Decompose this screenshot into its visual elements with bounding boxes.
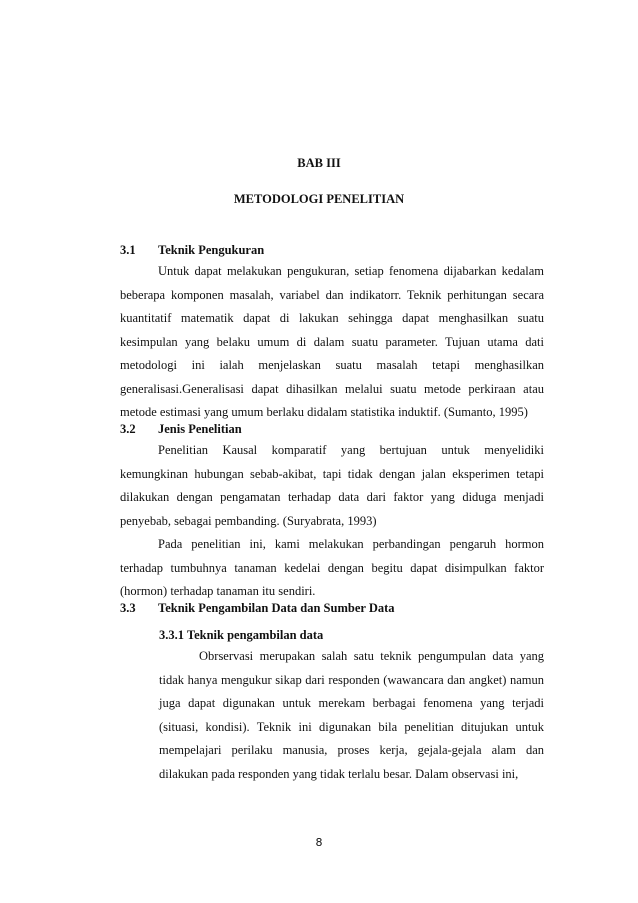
section-heading-3-1	[120, 243, 264, 258]
paragraph: Pada penelitian ini, kami melakukan perbandingan pengaruh hormon terhadap tumbuhnya tanaman kedelai dengan begitu dapat disimpulkan faktor (hormon) terhadap tanaman itu sendiri.	[120, 537, 544, 598]
section-number: 3.3	[120, 601, 136, 615]
section-heading-3-2	[120, 422, 242, 437]
section-number: 3.2	[120, 422, 136, 436]
section-heading-3-3	[120, 601, 395, 616]
chapter-title: METODOLOGI PENELITIAN	[233, 192, 405, 206]
section-title: Teknik Pengukuran	[158, 243, 265, 257]
subsection-heading-3-3-1: 3.3.1 Teknik pengambilan data	[159, 628, 324, 642]
page-number: 8	[315, 836, 323, 849]
section-title: Jenis Penelitian	[158, 422, 242, 436]
paragraph: Penelitian Kausal komparatif yang bertujuan untuk menyelidiki kemungkinan hubungan sebab-akibat, tapi tidak dengan jalan eksperimen tetapi dilakukan dengan pengamatan terhadap data dari faktor yang diduga menjadi penyebab, sebagai pembanding. (Suryabrata, 1993)	[120, 443, 544, 528]
paragraph: Untuk dapat melakukan pengukuran, setiap fenomena dijabarkan kedalam beberapa komponen masalah, variabel dan indikatorr. Teknik perhitungan secara kuantitatif matematik dapat di lakukan sehingga dapat menghasilkan suatu kesimpulan yang belaku umum di dalam suatu parameter. Tujuan utama dati metodologi ini ialah menjelaskan suatu masalah tetapi menghasilkan generalisasi.Generalisasi dapat dihasilkan melalui suatu metode perkiraan atau metode estimasi yang umum berlaku didalam statistika induktif. (Sumanto, 1995)	[120, 264, 544, 419]
section-3-1-body	[120, 260, 544, 425]
section-3-2-body	[120, 439, 544, 604]
chapter-label: BAB III	[297, 156, 341, 170]
section-title: Teknik Pengambilan Data dan Sumber Data	[158, 601, 395, 615]
paragraph: Obrservasi merupakan salah satu teknik pengumpulan data yang tidak hanya mengukur sikap dari responden (wawancara dan angket) namun juga dapat digunakan untuk merekam berbagai fenomena yang terjadi (situasi, kondisi). Teknik ini digunakan bila penelitian ditujukan untuk mempelajari perilaku manusia, proses kerja, gejala-gejala alam dan dilakukan pada responden yang tidak terlalu besar. Dalam observasi ini,	[159, 649, 544, 781]
subsection-3-3-1-body	[159, 645, 544, 786]
section-number: 3.1	[120, 243, 136, 257]
